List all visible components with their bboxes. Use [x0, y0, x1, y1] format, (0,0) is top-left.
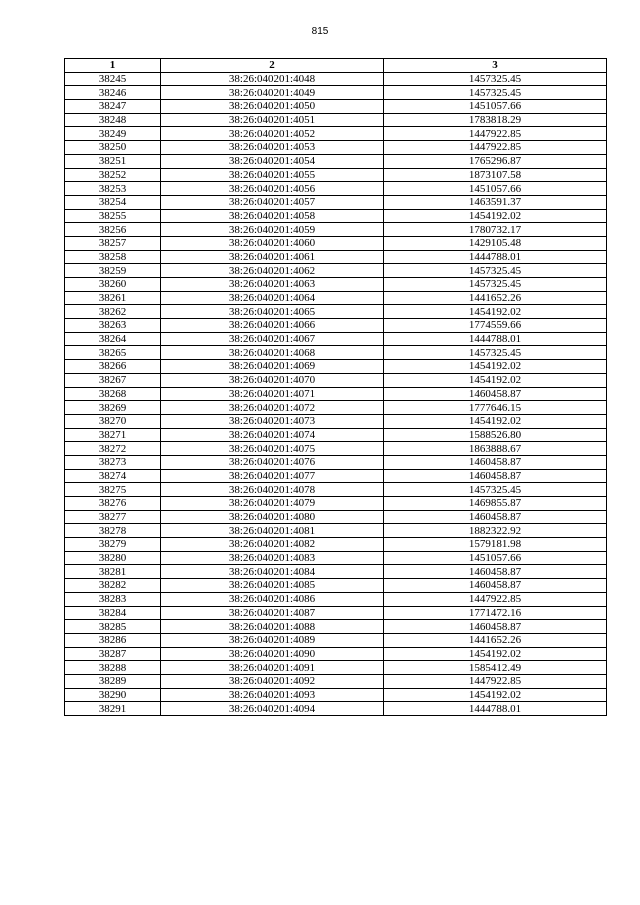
cadastral-number-cell: 38:26:040201:4068 — [161, 346, 384, 360]
row-number-cell: 38284 — [65, 606, 161, 620]
cadastral-number-cell: 38:26:040201:4090 — [161, 647, 384, 661]
table-row — [65, 674, 607, 688]
cadastral-number-cell: 38:26:040201:4067 — [161, 332, 384, 346]
cadastral-number-cell: 38:26:040201:4062 — [161, 264, 384, 278]
value-cell: 1444788.01 — [384, 702, 607, 716]
value-cell: 1460458.87 — [384, 620, 607, 634]
cadastral-number-cell: 38:26:040201:4066 — [161, 319, 384, 333]
cadastral-number-cell: 38:26:040201:4053 — [161, 141, 384, 155]
table-row — [65, 168, 607, 182]
row-number-cell: 38269 — [65, 401, 161, 415]
table-row — [65, 305, 607, 319]
value-cell: 1454192.02 — [384, 647, 607, 661]
cadastral-number-cell: 38:26:040201:4056 — [161, 182, 384, 196]
row-number-cell: 38282 — [65, 579, 161, 593]
cadastral-number-cell: 38:26:040201:4077 — [161, 469, 384, 483]
cadastral-number-cell: 38:26:040201:4055 — [161, 168, 384, 182]
cadastral-number-cell: 38:26:040201:4059 — [161, 223, 384, 237]
cadastral-number-cell: 38:26:040201:4049 — [161, 86, 384, 100]
row-number-cell: 38273 — [65, 455, 161, 469]
cadastral-number-cell: 38:26:040201:4075 — [161, 442, 384, 456]
cadastral-number-cell: 38:26:040201:4061 — [161, 250, 384, 264]
table-row — [65, 538, 607, 552]
table-row — [65, 455, 607, 469]
row-number-cell: 38288 — [65, 661, 161, 675]
cadastral-number-cell: 38:26:040201:4083 — [161, 551, 384, 565]
value-cell: 1774559.66 — [384, 319, 607, 333]
row-number-cell: 38280 — [65, 551, 161, 565]
value-cell: 1457325.45 — [384, 278, 607, 292]
value-cell: 1441652.26 — [384, 291, 607, 305]
row-number-cell: 38256 — [65, 223, 161, 237]
table-row — [65, 346, 607, 360]
table-row — [65, 291, 607, 305]
value-cell: 1863888.67 — [384, 442, 607, 456]
cadastral-number-cell: 38:26:040201:4072 — [161, 401, 384, 415]
row-number-cell: 38275 — [65, 483, 161, 497]
column-header-1: 1 — [65, 59, 161, 73]
row-number-cell: 38270 — [65, 414, 161, 428]
row-number-cell: 38254 — [65, 195, 161, 209]
cadastral-number-cell: 38:26:040201:4080 — [161, 510, 384, 524]
cadastral-number-cell: 38:26:040201:4063 — [161, 278, 384, 292]
row-number-cell: 38268 — [65, 387, 161, 401]
cadastral-number-cell: 38:26:040201:4057 — [161, 195, 384, 209]
row-number-cell: 38247 — [65, 100, 161, 114]
value-cell: 1780732.17 — [384, 223, 607, 237]
table-row — [65, 428, 607, 442]
cadastral-number-cell: 38:26:040201:4064 — [161, 291, 384, 305]
table-row — [65, 401, 607, 415]
value-cell: 1771472.16 — [384, 606, 607, 620]
table-row — [65, 223, 607, 237]
table-body — [65, 72, 607, 715]
table-row — [65, 565, 607, 579]
value-cell: 1469855.87 — [384, 497, 607, 511]
value-cell: 1457325.45 — [384, 72, 607, 86]
table-row — [65, 661, 607, 675]
value-cell: 1444788.01 — [384, 250, 607, 264]
value-cell: 1451057.66 — [384, 551, 607, 565]
row-number-cell: 38245 — [65, 72, 161, 86]
table-row — [65, 236, 607, 250]
cadastral-number-cell: 38:26:040201:4079 — [161, 497, 384, 511]
table-row — [65, 195, 607, 209]
table-row — [65, 442, 607, 456]
row-number-cell: 38286 — [65, 633, 161, 647]
cadastral-number-cell: 38:26:040201:4091 — [161, 661, 384, 675]
table-row — [65, 100, 607, 114]
row-number-cell: 38279 — [65, 538, 161, 552]
value-cell: 1454192.02 — [384, 373, 607, 387]
cadastral-number-cell: 38:26:040201:4078 — [161, 483, 384, 497]
cadastral-number-cell: 38:26:040201:4093 — [161, 688, 384, 702]
value-cell: 1454192.02 — [384, 360, 607, 374]
row-number-cell: 38251 — [65, 154, 161, 168]
page-number: 815 — [311, 26, 329, 37]
row-number-cell: 38253 — [65, 182, 161, 196]
value-cell: 1457325.45 — [384, 264, 607, 278]
value-cell: 1429105.48 — [384, 236, 607, 250]
value-cell: 1873107.58 — [384, 168, 607, 182]
table-row — [65, 633, 607, 647]
cadastral-number-cell: 38:26:040201:4086 — [161, 592, 384, 606]
table-row — [65, 620, 607, 634]
value-cell: 1765296.87 — [384, 154, 607, 168]
value-cell: 1460458.87 — [384, 469, 607, 483]
cadastral-number-cell: 38:26:040201:4087 — [161, 606, 384, 620]
value-cell: 1460458.87 — [384, 455, 607, 469]
cadastral-number-cell: 38:26:040201:4069 — [161, 360, 384, 374]
value-cell: 1447922.85 — [384, 141, 607, 155]
row-number-cell: 38283 — [65, 592, 161, 606]
cadastral-number-cell: 38:26:040201:4094 — [161, 702, 384, 716]
table-row — [65, 510, 607, 524]
value-cell: 1454192.02 — [384, 209, 607, 223]
table-row — [65, 373, 607, 387]
table-row — [65, 113, 607, 127]
row-number-cell: 38252 — [65, 168, 161, 182]
row-number-cell: 38261 — [65, 291, 161, 305]
row-number-cell: 38291 — [65, 702, 161, 716]
row-number-cell: 38258 — [65, 250, 161, 264]
row-number-cell: 38266 — [65, 360, 161, 374]
row-number-cell: 38276 — [65, 497, 161, 511]
table-row — [65, 127, 607, 141]
value-cell: 1444788.01 — [384, 332, 607, 346]
cadastral-number-cell: 38:26:040201:4085 — [161, 579, 384, 593]
value-cell: 1454192.02 — [384, 688, 607, 702]
table-row — [65, 360, 607, 374]
cadastral-number-cell: 38:26:040201:4058 — [161, 209, 384, 223]
row-number-cell: 38281 — [65, 565, 161, 579]
table-row — [65, 592, 607, 606]
value-cell: 1460458.87 — [384, 387, 607, 401]
table-row — [65, 278, 607, 292]
row-number-cell: 38267 — [65, 373, 161, 387]
cadastral-number-cell: 38:26:040201:4070 — [161, 373, 384, 387]
table-row — [65, 86, 607, 100]
value-cell: 1882322.92 — [384, 524, 607, 538]
table-row — [65, 483, 607, 497]
value-cell: 1454192.02 — [384, 305, 607, 319]
table-row — [65, 579, 607, 593]
table-row — [65, 702, 607, 716]
value-cell: 1447922.85 — [384, 592, 607, 606]
row-number-cell: 38260 — [65, 278, 161, 292]
table-row — [65, 606, 607, 620]
value-cell: 1460458.87 — [384, 565, 607, 579]
column-header-3: 3 — [384, 59, 607, 73]
row-number-cell: 38262 — [65, 305, 161, 319]
table-row — [65, 72, 607, 86]
row-number-cell: 38249 — [65, 127, 161, 141]
row-number-cell: 38289 — [65, 674, 161, 688]
row-number-cell: 38285 — [65, 620, 161, 634]
cadastral-number-cell: 38:26:040201:4073 — [161, 414, 384, 428]
row-number-cell: 38277 — [65, 510, 161, 524]
column-header-2: 2 — [161, 59, 384, 73]
cadastral-number-cell: 38:26:040201:4084 — [161, 565, 384, 579]
row-number-cell: 38250 — [65, 141, 161, 155]
table-row — [65, 551, 607, 565]
cadastral-number-cell: 38:26:040201:4054 — [161, 154, 384, 168]
cadastral-number-cell: 38:26:040201:4052 — [161, 127, 384, 141]
value-cell: 1460458.87 — [384, 579, 607, 593]
cadastral-number-cell: 38:26:040201:4089 — [161, 633, 384, 647]
value-cell: 1783818.29 — [384, 113, 607, 127]
row-number-cell: 38265 — [65, 346, 161, 360]
value-cell: 1777646.15 — [384, 401, 607, 415]
value-cell: 1463591.37 — [384, 195, 607, 209]
cadastral-number-cell: 38:26:040201:4074 — [161, 428, 384, 442]
value-cell: 1441652.26 — [384, 633, 607, 647]
table-row — [65, 524, 607, 538]
cadastral-number-cell: 38:26:040201:4065 — [161, 305, 384, 319]
cadastral-number-cell: 38:26:040201:4071 — [161, 387, 384, 401]
value-cell: 1585412.49 — [384, 661, 607, 675]
value-cell: 1447922.85 — [384, 127, 607, 141]
row-number-cell: 38255 — [65, 209, 161, 223]
table-row — [65, 264, 607, 278]
row-number-cell: 38274 — [65, 469, 161, 483]
header-row — [65, 59, 607, 73]
row-number-cell: 38264 — [65, 332, 161, 346]
table-row — [65, 387, 607, 401]
table-row — [65, 141, 607, 155]
value-cell: 1588526.80 — [384, 428, 607, 442]
table-row — [65, 332, 607, 346]
row-number-cell: 38287 — [65, 647, 161, 661]
cadastral-number-cell: 38:26:040201:4082 — [161, 538, 384, 552]
value-cell: 1457325.45 — [384, 86, 607, 100]
value-cell: 1454192.02 — [384, 414, 607, 428]
value-cell: 1451057.66 — [384, 182, 607, 196]
register-table — [64, 58, 607, 716]
table-row — [65, 250, 607, 264]
value-cell: 1457325.45 — [384, 483, 607, 497]
row-number-cell: 38271 — [65, 428, 161, 442]
table-row — [65, 209, 607, 223]
value-cell: 1447922.85 — [384, 674, 607, 688]
value-cell: 1579181.98 — [384, 538, 607, 552]
table-row — [65, 182, 607, 196]
table-row — [65, 647, 607, 661]
row-number-cell: 38246 — [65, 86, 161, 100]
cadastral-number-cell: 38:26:040201:4092 — [161, 674, 384, 688]
row-number-cell: 38259 — [65, 264, 161, 278]
value-cell: 1451057.66 — [384, 100, 607, 114]
table-row — [65, 414, 607, 428]
row-number-cell: 38263 — [65, 319, 161, 333]
table-row — [65, 469, 607, 483]
cadastral-number-cell: 38:26:040201:4081 — [161, 524, 384, 538]
cadastral-number-cell: 38:26:040201:4048 — [161, 72, 384, 86]
table-row — [65, 688, 607, 702]
cadastral-number-cell: 38:26:040201:4050 — [161, 100, 384, 114]
row-number-cell: 38248 — [65, 113, 161, 127]
value-cell: 1460458.87 — [384, 510, 607, 524]
row-number-cell: 38278 — [65, 524, 161, 538]
table-row — [65, 497, 607, 511]
table-row — [65, 154, 607, 168]
cadastral-number-cell: 38:26:040201:4088 — [161, 620, 384, 634]
row-number-cell: 38290 — [65, 688, 161, 702]
cadastral-number-cell: 38:26:040201:4060 — [161, 236, 384, 250]
table-header — [65, 59, 607, 73]
row-number-cell: 38257 — [65, 236, 161, 250]
cadastral-number-cell: 38:26:040201:4051 — [161, 113, 384, 127]
cadastral-number-cell: 38:26:040201:4076 — [161, 455, 384, 469]
value-cell: 1457325.45 — [384, 346, 607, 360]
table-row — [65, 319, 607, 333]
row-number-cell: 38272 — [65, 442, 161, 456]
